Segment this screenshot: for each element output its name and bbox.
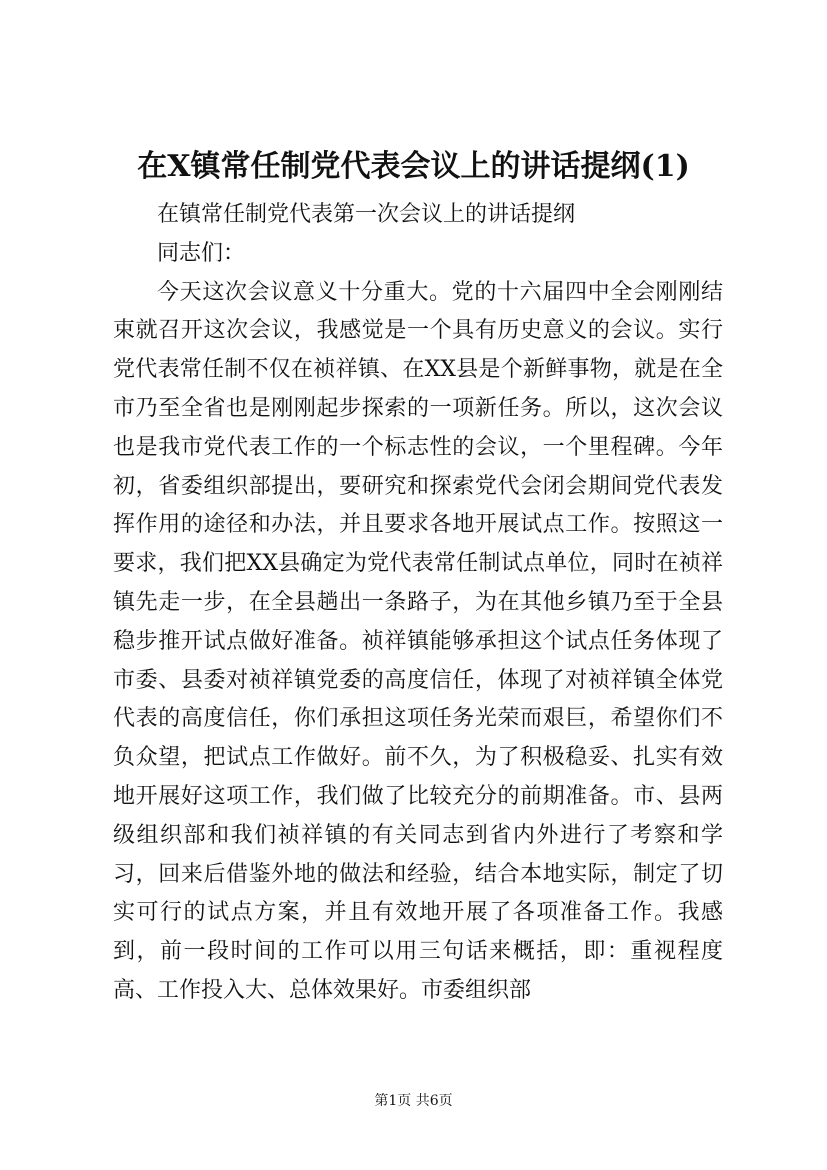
subtitle-paragraph: 在镇常任制党代表第一次会议上的讲话提纲 bbox=[157, 202, 576, 227]
document-title: 在X镇常任制党代表会议上的讲话提纲(1) bbox=[137, 149, 690, 184]
salutation-paragraph: 同志们： bbox=[157, 240, 246, 266]
body-paragraph: 今天这次会议意义十分重大。党的十六届四中全会刚刚结束就召开这次会议，我感觉是一个具有历史意义的会议。实行党代表常任制不仅在祯祥镇、在XX县是个新鲜事物，就是在全市乃至全省也是刚刚起步探索的一项新任务。所以，这次会议也是我市党代表工作的一个标志性的会议，一个里程碑。今年初，省委组织部提出，要研究和探索党代会闭会期间党代表发挥作用的途径和办法，并且要求各地开展试点工作。按照这一要求，我们把XX县确定为党代表常任制试点单位，同时在祯祥镇先走一步，在全县趟出一条路子，为在其他乡镇乃至于全县稳步推开试点做好准备。祯祥镇能够承担这个试点任务体现了市委、县委对祯祥镇党委的高度信任，体现了对祯祥镇全体党代表的高度信任，你们承担这项任务光荣而艰巨，希望你们不负众望，把试点工作做好。前不久，为了积极稳妥、扎实有效地开展好这项工作，我们做了比较充分的前期准备。市、县两级组织部和我们祯祥镇的有关同志到省内外进行了考察和学习，回来后借鉴外地的做法和经验，结合本地实际，制定了切实可行的试点方案，并且有效地开展了各项准备工作。我感到，前一段时间的工作可以用三句话来概括，即：重视程度高、工作投入大、总体效果好。市委组织部 bbox=[113, 279, 723, 1003]
document-body bbox=[113, 196, 723, 1011]
page-number-footer: 第1页 共6页 bbox=[374, 1093, 453, 1109]
